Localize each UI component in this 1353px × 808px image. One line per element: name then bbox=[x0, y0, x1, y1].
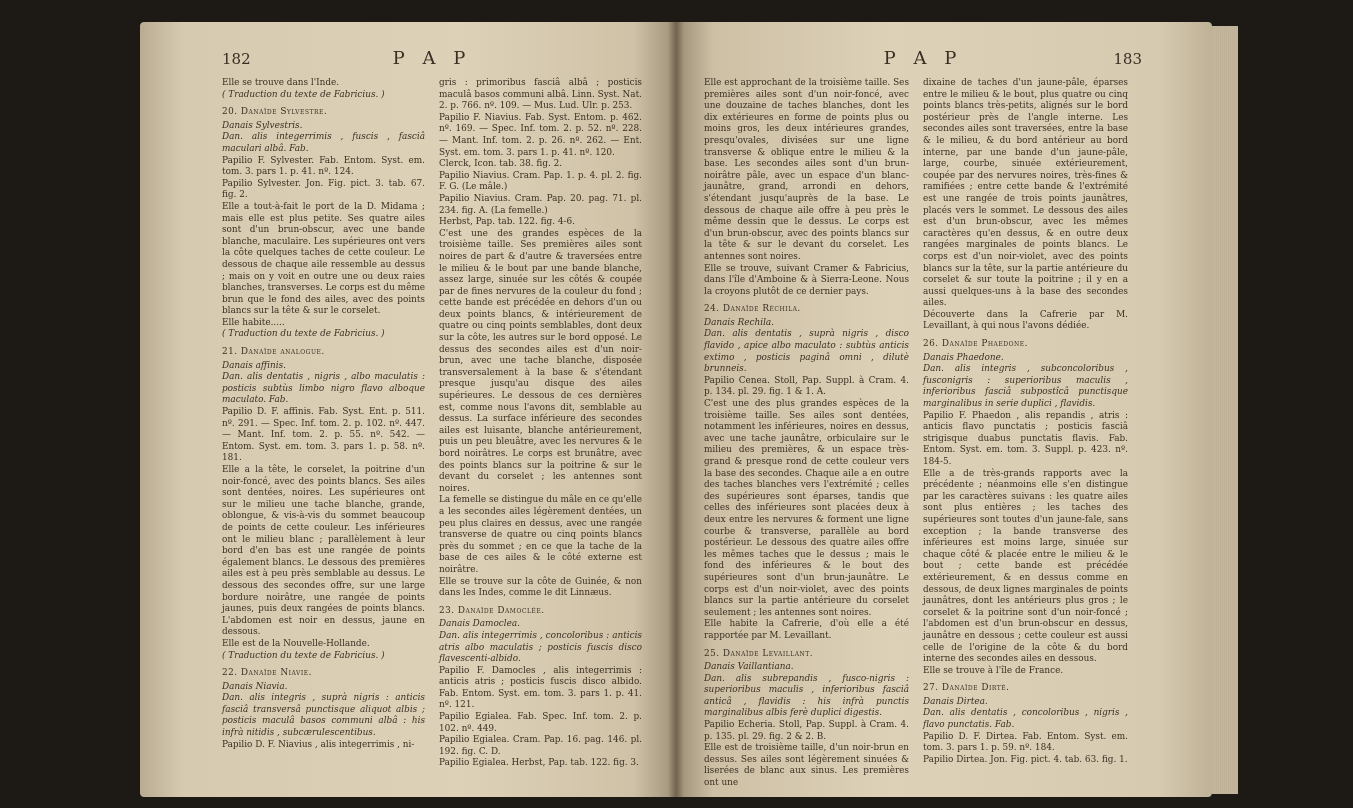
right-page-column-1 bbox=[704, 78, 909, 790]
right-page-columns bbox=[704, 78, 1142, 790]
text-paragraph: Danais Dirtea. bbox=[923, 696, 988, 707]
text-paragraph: Elle a de très-grands rapports avec la précédente ; néanmoins elle s'en distingue par les caractères suivans : les quatre ailes sont plus entières ; les taches des supérieures sont toutes d'un jaune-fale, sans exception ; la bande transverse des inférieures est moins large, sinuée sur chaque côté & placée entre le milieu & le bout ; cette bande est précédée extérieurement, & en dessus comme en dessous, de deux lignes marginales de points jaunâtres, dont les antérieurs plus gros ; le corselet & la poitrine sont d'un noir-foncé ; l'abdomen est d'un brun-obscur en dessus, jaunâtre en dessous ; cette couleur est aussi celle de l'origine de la côte & du bord interne des secondes ailes en dessous. bbox=[923, 468, 1128, 665]
text-paragraph: Papilio Niavius. Cram. Pap. 1. p. 4. pl. 2. fig. F. G. (Le mâle.) bbox=[439, 170, 642, 193]
text-paragraph: Dan. alis integris , suprà nigris : anticis fasciâ transversâ punctisque aliquot albis ; posticis maculâ basos communi albâ : his infrà nitidis , subcærulescentibus. bbox=[222, 693, 425, 739]
text-paragraph: Elle se trouve, suivant Cramer & Fabricius, dans l'île d'Amboine & à Sierra-Leone. Nous la croyons plutôt de ce dernier pays. bbox=[704, 263, 909, 297]
text-paragraph: Dan. alis integris , subconcoloribus , fusconigris : superioribus maculis , inferioribus fasciâ subpostîcâ punctisque marginalibus in serie duplici , flavidis. bbox=[923, 364, 1128, 410]
text-paragraph: Elle habite..... bbox=[222, 317, 285, 328]
text-paragraph: Danais affinis. bbox=[222, 360, 286, 371]
text-paragraph: C'est une des grandes espèces de la troisième taille. Ses premières ailes sont noires de part & d'autre & traversées entre le milieu & le bout par une bande blanche, assez large, sinuée sur les côtés & coupée par de fines nervures de la couleur du fond ; cette bande est précédée en dehors d'un ou deux points blancs, & intérieurement de quatre ou cinq points semblables, dont deux sur la côte, les autres sur le bord opposé. Le dessus des secondes ailes est d'un noir-brun, avec une tache blanche, disposée transversalement à la base & s'étendant presque jusqu'au disque des ailes supérieures. Le dessous de ces dernières est, comme nous l'avons dit, semblable au dessus. La surface inférieure des secondes ailes est luisante, blanche antérieurement, puis un peu bleuâtre, avec les nervures & le bord noirâtres. Le corps est brunâtre, avec des points blancs sur la poitrine & sur le devant du corselet ; les antennes sont noires. bbox=[439, 228, 642, 494]
section-heading: 27. Danaïde Dirté. bbox=[923, 683, 1010, 694]
left-page-column-1 bbox=[222, 78, 425, 770]
text-paragraph: Papilio F. Sylvester. Fab. Entom. Syst. em. tom. 3. pars 1. p. 41. nº. 124. bbox=[222, 155, 425, 178]
section-heading: 25. Danaïde Levaillant. bbox=[704, 648, 814, 659]
book-gutter bbox=[668, 22, 684, 797]
right-page-number: 183 bbox=[1113, 50, 1142, 68]
left-running-title: P A P bbox=[392, 48, 472, 69]
text-paragraph: Elle a la tête, le corselet, la poitrine d'un noir-foncé, avec des points blancs. Ses ailes sont dentées, noires. Les supérieures ont sur le milieu une tache blanche, grande, oblongue, & vis-à-vis du sommet beaucoup de points de cette couleur. Les inférieures ont le milieu blanc ; parallèlement à leur bord d'en bas est une rangée de points également blancs. Le dessous des premières ailes est à peu près semblable au dessus. Le dessous des secondes offre, sur une large bordure noirâtre, une rangée de points jaunes, puis deux rangées de points blancs. L'abdomen est noir en dessus, jaune en dessous. bbox=[222, 465, 425, 638]
text-paragraph: Danais Rechila. bbox=[704, 317, 775, 328]
text-paragraph: Papilio Sylvester. Jon. Fig. pict. 3. tab. 67. fig. 2. bbox=[222, 178, 425, 201]
text-paragraph: Papilio Egialea. Herbst, Pap. tab. 122. fig. 3. bbox=[439, 758, 639, 769]
left-page-column-2 bbox=[439, 78, 642, 770]
right-page-header bbox=[704, 50, 1142, 72]
text-paragraph: Elle se trouve sur la côte de Guinée, & non dans les Indes, comme le dit Linnæus. bbox=[439, 576, 642, 599]
text-paragraph: Papilio Egialea. Fab. Spec. Inf. tom. 2. p. 102. nº. 449. bbox=[439, 712, 642, 734]
text-paragraph: Papilio F. Phaedon , alis repandis , atris : anticis flavo punctatis ; posticis fasciâ strigisque duabus punctatis flavis. Fab. Entom. Syst. em. tom. 3. Suppl. p. 423. nº. 184-5. bbox=[923, 410, 1128, 467]
text-paragraph: ( Traduction du texte de Fabricius. ) bbox=[222, 650, 385, 661]
section-heading: 26. Danaïde Phaedone. bbox=[923, 339, 1028, 350]
text-paragraph: Papilio Echeria. Stoll, Pap. Suppl. à Cram. 4. p. 135. pl. 29. fig. 2 & 2. B. bbox=[704, 720, 909, 742]
text-paragraph: Elle est approchant de la troisième taille. Ses premières ailes sont d'un noir-foncé, avec une douzaine de taches blanches, dont les dix extérieures en forme de points plus ou moins gros, les deux intérieures grandes, presqu'ovales, divisées sur une ligne transverse & oblique entre le milieu & la base. Les secondes ailes sont d'un brun-noirâtre pâle, avec un espace d'un blanc-jaunâtre, grand, arrondi en dehors, s'étendant jusqu'auprès de la base. Le dessous de chaque aile offre à peu près le même dessin que le dessus. Le corps est d'un brun-obscur, avec des points blancs sur la tête & sur le devant du corselet. Les antennes sont noires. bbox=[704, 78, 909, 262]
text-paragraph: Danais Phaedone. bbox=[923, 352, 1004, 363]
text-paragraph: Dan. alis dentatis , suprà nigris , disco flavido , apice albo maculato : subtùs anticis extimo , posticis paginâ omni , dilutè brunneis. bbox=[704, 329, 909, 375]
text-paragraph: Papilio D. F. Dirtea. Fab. Entom. Syst. em. tom. 3. pars 1. p. 59. nº. 184. bbox=[923, 731, 1128, 754]
page-edges bbox=[1212, 26, 1238, 794]
left-page-number: 182 bbox=[222, 50, 251, 68]
text-paragraph: Papilio F. Damocles , alis integerrimis : anticis atris ; posticis fuscis disco albido. Fab. Entom. Syst. em. tom. 3. pars 1. p. 41. nº. 121. bbox=[439, 665, 642, 711]
text-paragraph: La femelle se distingue du mâle en ce qu'elle a les secondes ailes légèrement dentées, un peu plus claires en dessus, avec une rangée transverse de quatre ou cinq points blancs près du sommet ; en ce que la tache de la base de ces ailes & le côté externe est noirâtre. bbox=[439, 495, 642, 575]
section-heading: 24. Danaïde Réchila. bbox=[704, 304, 801, 315]
text-paragraph: Dan. alis dentatis , nigris , albo maculatis : posticis subtùs limbo nigro flavo alboque maculato. Fab. bbox=[222, 372, 425, 406]
text-paragraph: Elle habite la Cafrerie, d'où elle a été rapportée par M. Levaillant. bbox=[704, 619, 909, 641]
text-paragraph: ( Traduction du texte de Fabricius. ) bbox=[222, 89, 385, 100]
right-running-title: P A P bbox=[883, 48, 963, 69]
text-paragraph: Danais Niavia. bbox=[222, 681, 288, 692]
text-paragraph: Papilio D. F. affinis. Fab. Syst. Ent. p. 511. nº. 291. — Spec. Inf. tom. 2. p. 102. nº. 447. — Mant. Inf. tom. 2. p. 55. nº. 542. — Entom. Syst. em. tom. 3. pars 1. p. 58. nº. 181. bbox=[222, 407, 425, 464]
left-page bbox=[140, 22, 676, 797]
text-paragraph: Elle se trouve à l'île de France. bbox=[923, 665, 1064, 676]
text-paragraph: Découverte dans la Cafrerie par M. Levaillant, à qui nous l'avons dédiée. bbox=[923, 309, 1128, 332]
text-paragraph: Papilio F. Niavius. Fab. Syst. Entom. p. 462. nº. 169. — Spec. Inf. tom. 2. p. 52. nº. 228. — Mant. Inf. tom. 2. p. 26. nº. 262. — Ent. Syst. em. tom. 3. pars 1. p. 41. nº. 120. bbox=[439, 112, 642, 158]
text-paragraph: Danais Damoclea. bbox=[439, 619, 520, 630]
section-heading: 22. Danaïde Niavie. bbox=[222, 668, 312, 679]
text-paragraph: Elle est de troisième taille, d'un noir-brun en dessus. Ses ailes sont légèrement sinuées & liserées de blanc aux sinus. Les premières ont une bbox=[704, 743, 909, 789]
left-page-header bbox=[222, 50, 642, 72]
text-paragraph: Papilio Cenea. Stoll, Pap. Suppl. à Cram. 4. p. 134. pl. 29. fig. 1 & 1. A. bbox=[704, 375, 909, 398]
text-paragraph: Papilio Dirtea. Jon. Fig. pict. 4. tab. 63. fig. 1. bbox=[923, 754, 1128, 765]
left-page-columns bbox=[222, 78, 642, 770]
text-paragraph: Elle est de la Nouvelle-Hollande. bbox=[222, 638, 370, 649]
text-paragraph: Danais Sylvestris. bbox=[222, 120, 303, 131]
text-paragraph: Dan. alis subrepandis , fusco-nigris : superioribus maculis , inferioribus fasciâ anticâ , flavidis : his infrà punctis marginalibus albis ferè duplici digestis. bbox=[704, 673, 909, 719]
section-heading: 20. Danaïde Sylvestre. bbox=[222, 107, 328, 118]
section-heading: 21. Danaïde analogue. bbox=[222, 347, 325, 358]
text-paragraph: Herbst, Pap. tab. 122. fig. 4-6. bbox=[439, 217, 575, 228]
text-paragraph: Danais Vaillantiana. bbox=[704, 662, 794, 673]
text-paragraph: Papilio Egialea. Cram. Pap. 16. pag. 146. pl. 192. fig. C. D. bbox=[439, 735, 642, 757]
text-paragraph: Dan. alis integerrimis , fuscis , fasciâ maculari albâ. Fab. bbox=[222, 132, 425, 154]
right-page bbox=[676, 22, 1212, 797]
text-paragraph: dixaine de taches d'un jaune-pâle, éparses entre le milieu & le bout, plus quatre ou cinq points blancs très-petits, alignés sur le bord postérieur près de l'angle interne. Les secondes ailes sont traversées, entre la base & le milieu, & du bord antérieur au bord interne, par une bande d'un jaune-pâle, large, courbe, sinuée extérieurement, coupée par des nervures noires, très-fines & ramifiées ; entre cette bande & l'extrémité est une rangée de trois points jaunâtres, placés vers le sommet. Le dessous des ailes est d'un brun-obscur, avec les mêmes caractères qu'en dessus, & en outre deux rangées marginales de points blancs. Le corps est d'un noir-violet, avec des points blancs sur la tête, sur la partie antérieure du corselet & sur toute la poitrine ; il y en a aussi quelques-uns à la base des secondes ailes. bbox=[923, 78, 1128, 309]
text-paragraph: gris : primoribus fasciâ albâ ; posticis maculâ basos communi albâ. Linn. Syst. Nat. 2. p. 766. nº. 109. — Mus. Lud. Ulr. p. 253. bbox=[439, 78, 642, 112]
text-paragraph: Dan. alis integerrimis , concoloribus : anticis atris albo maculatis ; posticis fuscis disco flavescenti-albido. bbox=[439, 630, 642, 665]
text-paragraph: Papilio D. F. Niavius , alis integerrimis , ni- bbox=[222, 739, 415, 750]
text-paragraph: Elle se trouve dans l'Inde. bbox=[222, 78, 340, 88]
text-paragraph: Dan. alis dentatis , concoloribus , nigris , flavo punctatis. Fab. bbox=[923, 708, 1128, 731]
text-paragraph: Clerck, Icon. tab. 38. fig. 2. bbox=[439, 159, 563, 170]
text-paragraph: Elle a tout-à-fait le port de la D. Midama ; mais elle est plus petite. Ses quatre ailes sont d'un brun-obscur, avec une bande blanche, maculaire. Les supérieures ont vers la côte quelques taches de cette couleur. Le dessous de chaque aile ressemble au dessus ; mais on y voit en outre une ou deux raies blanches, transverses. Le corps est du même brun que le fond des ailes, avec des points blancs sur la tête & sur le corselet. bbox=[222, 201, 425, 317]
text-paragraph: ( Traduction du texte de Fabricius. ) bbox=[222, 329, 385, 340]
text-paragraph: Papilio Niavius. Cram. Pap. 20. pag. 71. pl. 234. fig. A. (La femelle.) bbox=[439, 193, 642, 216]
right-page-column-2 bbox=[923, 78, 1128, 790]
section-heading: 23. Danaïde Damoclée. bbox=[439, 605, 545, 616]
text-paragraph: C'est une des plus grandes espèces de la troisième taille. Ses ailes sont dentées, notamment les inférieures, noires en dessus, avec une tache jaunâtre, orbiculaire sur le milieu des premières, & un espace très-grand & presque rond de cette couleur vers la base des secondes. Chaque aile a en outre des taches blanches vers l'extrémité ; celles des supérieures sont éparses, tandis que celles des inférieures sont placées deux à deux entre les nervures & forment une ligne courbe & transverse, parallèle au bord postérieur. Le dessous des quatre ailes offre les mêmes taches que le dessus ; mais le fond des inférieures & le bout des supérieures sont d'un brun-jaunâtre. Le corps est d'un noir-violet, avec des points blancs sur la partie antérieure du corselet seulement ; les antennes sont noires. bbox=[704, 399, 909, 618]
